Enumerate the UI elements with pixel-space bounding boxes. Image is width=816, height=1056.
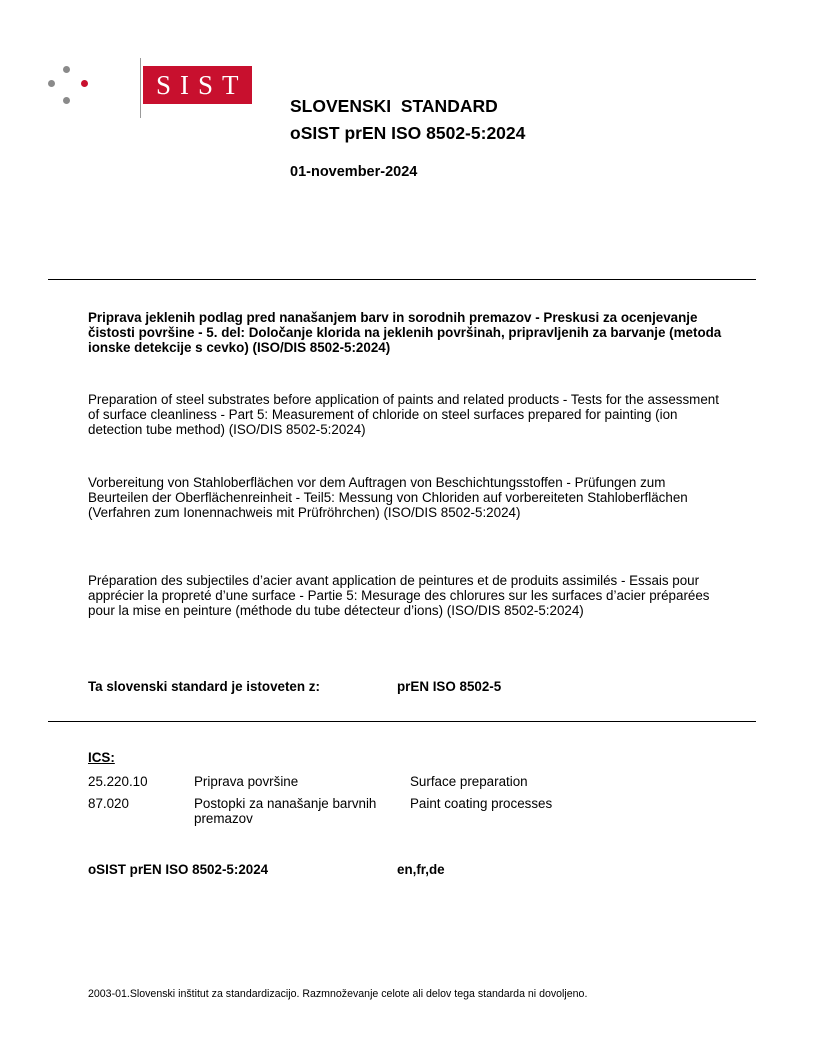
sist-logo	[46, 64, 248, 114]
title-french: Préparation des subjectiles d’acier avant application de peintures et de produits assimilés - Essais pour apprécier la propreté d’une surface - Partie 5: Mesurage des chlorures sur les surfaces d’acier préparées pour la mise en peinture (méthode du tube détecteur d’ions) (ISO/DIS 8502-5:2024)	[88, 573, 710, 618]
standard-date: 01-november-2024	[290, 164, 418, 180]
ics-row	[88, 774, 728, 790]
title-german: Vorbereitung von Stahloberflächen vor dem Auftragen von Beschichtungsstoffen - Prüfungen zum Beurteilen der Oberflächenreinheit - Teil5: Messung von Chloriden auf vorbereiteten Stahloberflächen (Verfahren zum Ionennachweis mit Prüfröhrchen) (ISO/DIS 8502-5:2024)	[88, 475, 688, 520]
logo-dot-icon	[63, 66, 70, 73]
logo-dot-icon	[48, 80, 55, 87]
identical-label: Ta slovenski standard je istoveten z:	[88, 679, 320, 694]
document-languages: en,fr,de	[397, 862, 445, 877]
logo-dot-icon	[63, 97, 70, 104]
logo-divider	[140, 58, 141, 118]
ics-english: Paint coating processes	[410, 796, 553, 811]
logo-wordmark: SIST	[143, 66, 252, 104]
divider-bottom	[48, 721, 756, 722]
identical-value: prEN ISO 8502-5	[397, 679, 502, 694]
standard-type: SLOVENSKI STANDARD	[290, 96, 498, 116]
ics-slovenian: Postopki za nanašanje barvnih premazov	[194, 796, 377, 826]
ics-code: 87.020	[88, 796, 129, 811]
ics-row	[88, 796, 728, 828]
logo-dot-red-icon	[81, 80, 88, 87]
standard-id: oSIST prEN ISO 8502-5:2024	[290, 123, 526, 143]
title-english: Preparation of steel substrates before application of paints and related products - Tests for the assessment of surface cleanliness - Part 5: Measurement of chloride on steel surfaces prepared for painting (ion detection tube method) (ISO/DIS 8502-5:2024)	[88, 392, 719, 437]
title-slovenian: Priprava jeklenih podlag pred nanašanjem barv in sorodnih premazov - Preskusi za ocenjevanje čistosti površine - 5. del: Določanje klorida na jeklenih površinah, pripravljenih za barvanje (metoda ionske detekcije s cevko) (ISO/DIS 8502-5:2024)	[88, 310, 722, 355]
ics-code: 25.220.10	[88, 774, 148, 789]
copyright-notice: 2003-01.Slovenski inštitut za standardizacijo. Razmnoževanje celote ali delov tega standarda ni dovoljeno.	[88, 988, 588, 1000]
document-id: oSIST prEN ISO 8502-5:2024	[88, 862, 269, 877]
ics-label: ICS:	[88, 750, 115, 765]
ics-slovenian: Priprava površine	[194, 774, 299, 789]
ics-english: Surface preparation	[410, 774, 528, 789]
divider-top	[48, 279, 756, 280]
